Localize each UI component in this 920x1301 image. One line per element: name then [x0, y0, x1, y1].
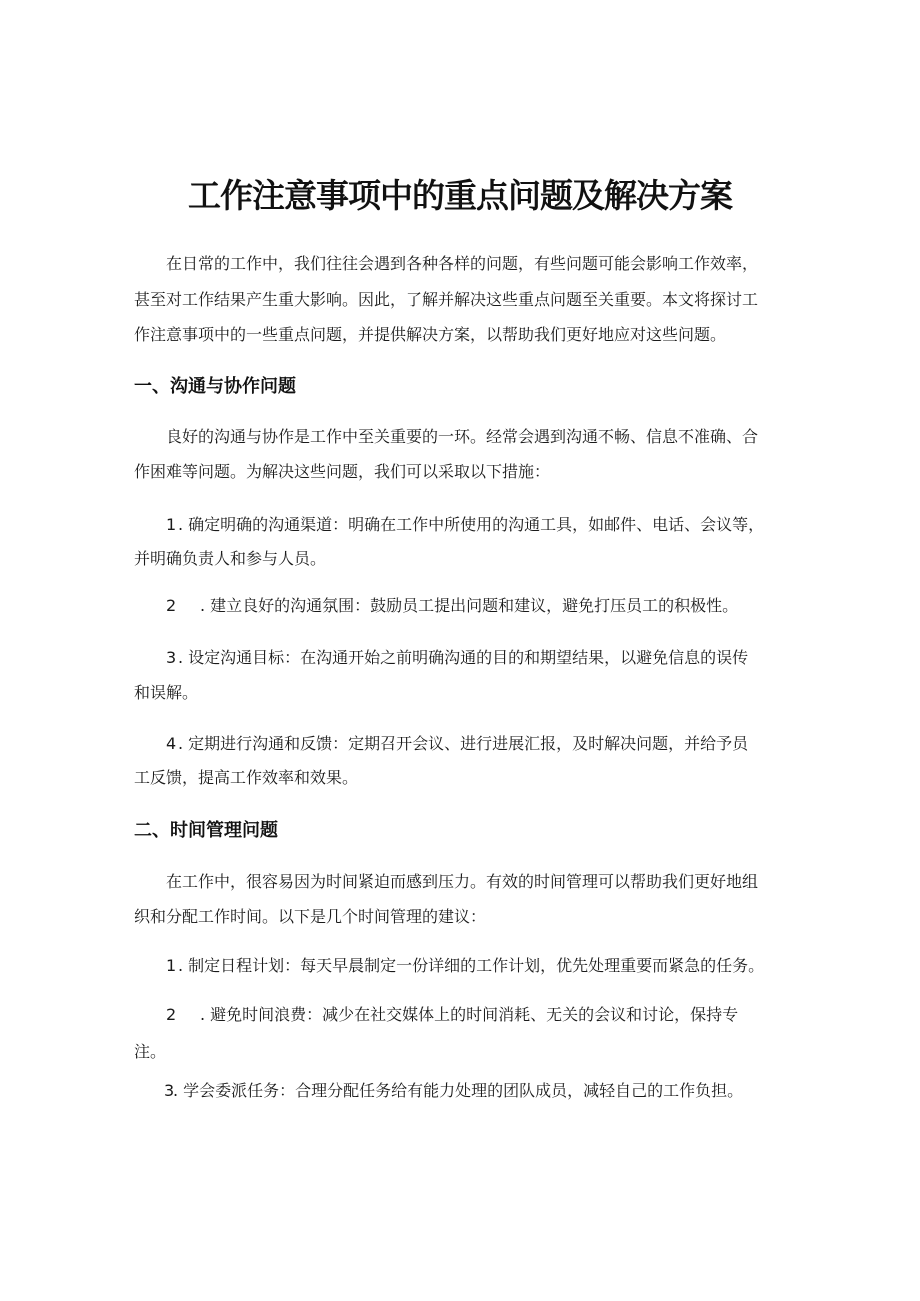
item-number: 3	[164, 1081, 175, 1100]
document-title: 工作注意事项中的重点问题及解决方案	[188, 176, 732, 215]
item-text-line-2: 工反馈，提高工作效率和效果。	[134, 768, 359, 787]
item-text-line-1: . 设定沟通目标：在沟通开始之前明确沟通的目的和期望结果，以避免信息的误传	[178, 648, 749, 667]
item-text-line-2: 注。	[134, 1042, 167, 1061]
item-number: 4	[166, 734, 177, 753]
item-text-line-1: . 避免时间浪费：减少在社交媒体上的时间消耗、无关的会议和讨论，保持专	[200, 1005, 739, 1024]
item-text-line-1: . 制定日程计划：每天早晨制定一份详细的工作计划，优先处理重要而紧急的任务。	[178, 956, 765, 975]
item-text-line-2: 并明确负责人和参与人员。	[134, 549, 327, 568]
section-2-intro-line-1: 在工作中，很容易因为时间紧迫而感到压力。有效的时间管理可以帮助我们更好地组	[166, 872, 759, 891]
item-text-line-1: . 确定明确的沟通渠道：明确在工作中所使用的沟通工具，如邮件、电话、会议等，	[178, 515, 765, 534]
item-text-line-1: . 学会委派任务：合理分配任务给有能力处理的团队成员，减轻自己的工作负担。	[173, 1081, 744, 1100]
section-2-intro-line-2: 织和分配工作时间。以下是几个时间管理的建议：	[134, 907, 487, 926]
item-number: 2	[166, 1005, 177, 1024]
item-number: 2	[166, 596, 177, 615]
item-number: 1	[166, 515, 177, 534]
item-number: 1	[166, 956, 177, 975]
item-text-line-2: 和误解。	[134, 683, 199, 702]
item-number: 3	[166, 648, 177, 667]
intro-line-2: 甚至对工作结果产生重大影响。因此，了解并解决这些重点问题至关重要。本文将探讨工	[134, 290, 759, 309]
intro-line-3: 作注意事项中的一些重点问题，并提供解决方案，以帮助我们更好地应对这些问题。	[134, 325, 727, 344]
section-1-intro-line-1: 良好的沟通与协作是工作中至关重要的一环。经常会遇到沟通不畅、信息不准确、合	[166, 427, 759, 446]
section-2-heading: 二、时间管理问题	[134, 820, 278, 841]
intro-line-1: 在日常的工作中，我们往往会遇到各种各样的问题，有些问题可能会影响工作效率，	[166, 254, 759, 273]
section-1-intro-line-2: 作困难等问题。为解决这些问题，我们可以采取以下措施：	[134, 462, 551, 481]
item-text-line-1: . 建立良好的沟通氛围：鼓励员工提出问题和建议，避免打压员工的积极性。	[200, 596, 739, 615]
section-1-heading: 一、沟通与协作问题	[134, 376, 296, 397]
item-text-line-1: . 定期进行沟通和反馈：定期召开会议、进行进展汇报，及时解决问题，并给予员	[178, 734, 749, 753]
